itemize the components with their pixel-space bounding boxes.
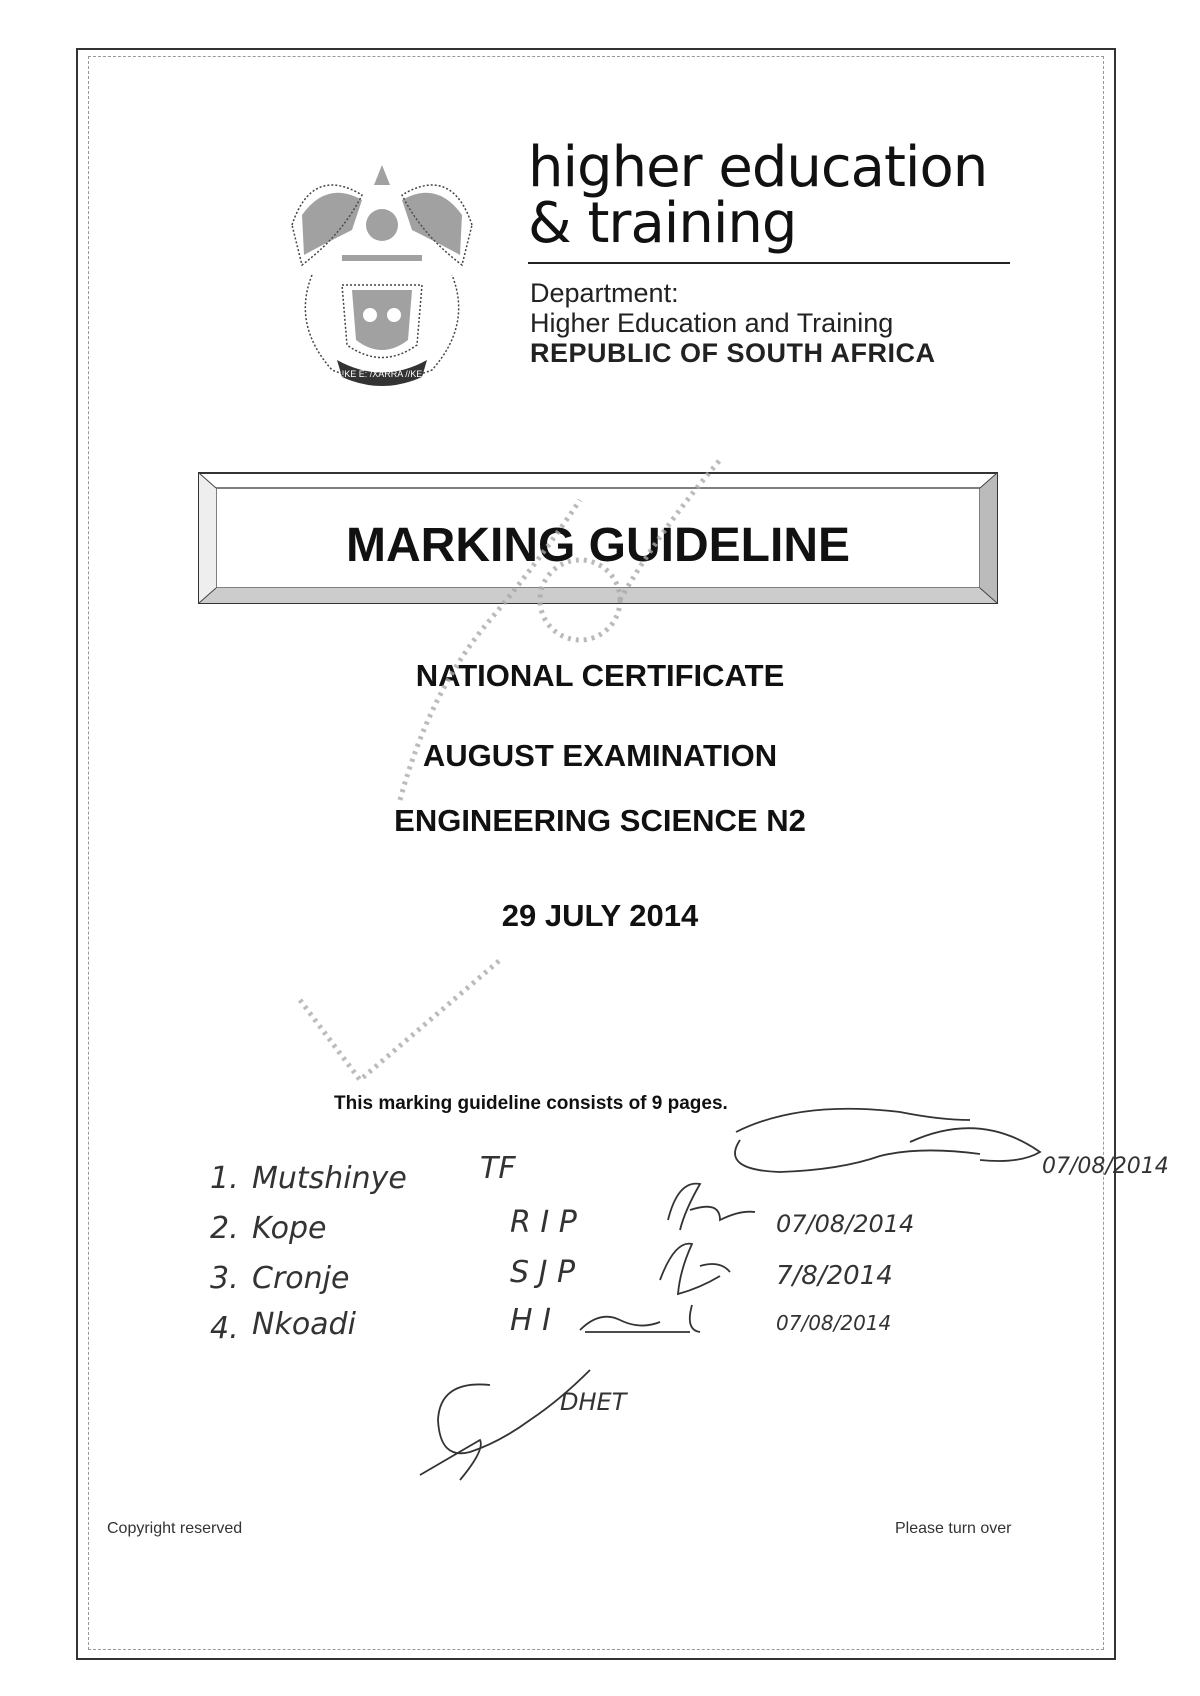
approval-label: DHET	[560, 1388, 627, 1416]
moderator-2-name: Kope	[252, 1211, 327, 1246]
coat-of-arms-emblem	[282, 155, 482, 395]
moderator-4-number: 4.	[210, 1311, 239, 1346]
country-name: REPUBLIC OF SOUTH AFRICA	[530, 338, 936, 368]
footer-turn-over: Please turn over	[895, 1520, 1012, 1537]
department-block	[530, 278, 936, 368]
brand-divider	[528, 262, 1010, 264]
moderator-signatures	[180, 1080, 1200, 1500]
brand-title	[528, 135, 1008, 256]
approval-stamp-mark	[280, 440, 800, 1140]
document-title: MARKING GUIDELINE	[346, 519, 850, 572]
moderator-3-initials: S J P	[510, 1255, 576, 1290]
moderator-3-number: 3.	[210, 1261, 239, 1296]
crest-motto: !KE E: /XARRA //KE	[341, 369, 423, 379]
exam-date: 29 JULY 2014	[501, 898, 699, 933]
moderator-1-name: Mutshinye	[252, 1161, 407, 1196]
footer-copyright: Copyright reserved	[107, 1520, 243, 1537]
moderator-4-date: 07/08/2014	[776, 1311, 892, 1335]
moderator-1-date: 07/08/2014	[1042, 1154, 1169, 1179]
moderator-4-name: Nkoadi	[252, 1307, 356, 1342]
moderator-4-initials: H I	[510, 1303, 551, 1338]
department-name: Higher Education and Training	[530, 308, 894, 338]
pages-note: This marking guideline consists of 9 pages.	[334, 1093, 728, 1114]
moderator-2-number: 2.	[210, 1211, 239, 1246]
examination-heading: AUGUST EXAMINATION	[422, 738, 778, 773]
moderator-1-number: 1.	[210, 1161, 239, 1196]
moderator-1-initials: TF	[480, 1151, 516, 1186]
certificate-heading: NATIONAL CERTIFICATE	[415, 658, 785, 693]
brand-title-line2: & training	[528, 191, 797, 256]
subject-heading: ENGINEERING SCIENCE N2	[394, 803, 806, 838]
moderator-3-name: Cronje	[252, 1261, 350, 1296]
approval-signature	[420, 1370, 590, 1480]
moderator-2-initials: R I P	[510, 1205, 577, 1240]
moderator-3-date: 7/8/2014	[776, 1261, 893, 1291]
moderator-2-date: 07/08/2014	[776, 1210, 915, 1238]
brand-title-line1: higher education	[528, 135, 988, 200]
department-label: Department:	[530, 278, 679, 308]
